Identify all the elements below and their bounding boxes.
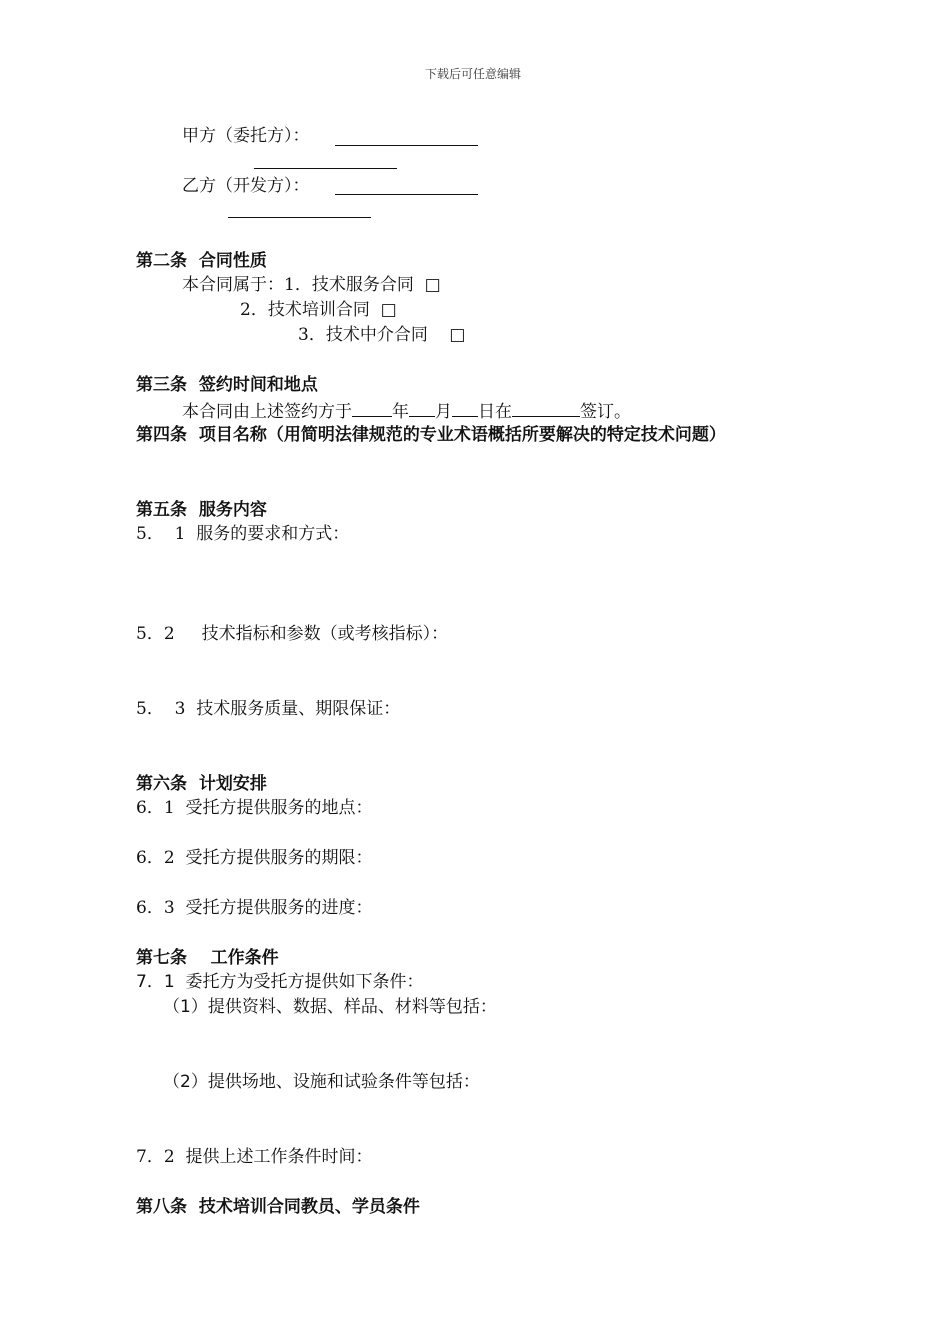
article-3-text-2: 年	[392, 402, 409, 422]
article-7-sub-2: （2）提供场地、设施和试验条件等包括：	[163, 1072, 480, 1092]
month-blank	[409, 402, 435, 417]
party-b-blank-line	[335, 194, 478, 195]
article-4-title: 第四条 项目名称（用简明法律规范的专业术语概括所要解决的特定技术问题）	[136, 425, 726, 445]
article-6-item-2: 6．2 受托方提供服务的期限：	[136, 848, 373, 868]
party-a-label: 甲方（委托方）：	[182, 126, 310, 146]
article-5-item-3: 5． 3 技术服务质量、期限保证：	[136, 699, 401, 719]
article-7-item-1: 7．1 委托方为受托方提供如下条件：	[136, 972, 424, 992]
article-3-text-1: 本合同由上述签约方于	[182, 402, 352, 422]
article-6-item-1: 6．1 受托方提供服务的地点：	[136, 798, 373, 818]
page-header: 下载后可任意编辑	[425, 67, 522, 81]
party-a-blank-line-2	[254, 168, 397, 169]
article-3-sentence	[182, 402, 631, 421]
party-b-label: 乙方（开发方）：	[182, 176, 310, 196]
article-6-title: 第六条 计划安排	[136, 774, 267, 794]
article-3-title: 第三条 签约时间和地点	[136, 375, 318, 395]
article-2-option-3: 3．技术中介合同 □	[298, 325, 466, 345]
article-2-title: 第二条 合同性质	[136, 251, 267, 271]
article-5-item-1: 5． 1 服务的要求和方式：	[136, 524, 350, 544]
article-7-item-2: 7．2 提供上述工作条件时间：	[136, 1147, 373, 1167]
article-2-option-2: 2．技术培训合同 □	[240, 300, 397, 320]
article-3-text-5: 签订。	[580, 402, 631, 422]
article-2-option-1: 本合同属于：1．技术服务合同 □	[182, 275, 441, 295]
article-5-item-2: 5．2 技术指标和参数（或考核指标）：	[136, 624, 449, 644]
article-8-title: 第八条 技术培训合同教员、学员条件	[136, 1197, 420, 1217]
article-6-item-3: 6．3 受托方提供服务的进度：	[136, 898, 373, 918]
article-7-sub-1: （1）提供资料、数据、样品、材料等包括：	[163, 997, 497, 1017]
article-7-title: 第七条 工作条件	[136, 948, 279, 968]
article-5-title: 第五条 服务内容	[136, 500, 267, 520]
day-blank	[452, 402, 478, 417]
year-blank	[352, 402, 392, 417]
article-3-text-4: 日在	[478, 402, 512, 422]
article-3-text-3: 月	[435, 402, 452, 422]
party-b-blank-line-2	[228, 217, 371, 218]
place-blank	[512, 402, 580, 417]
party-a-blank-line	[335, 145, 478, 146]
